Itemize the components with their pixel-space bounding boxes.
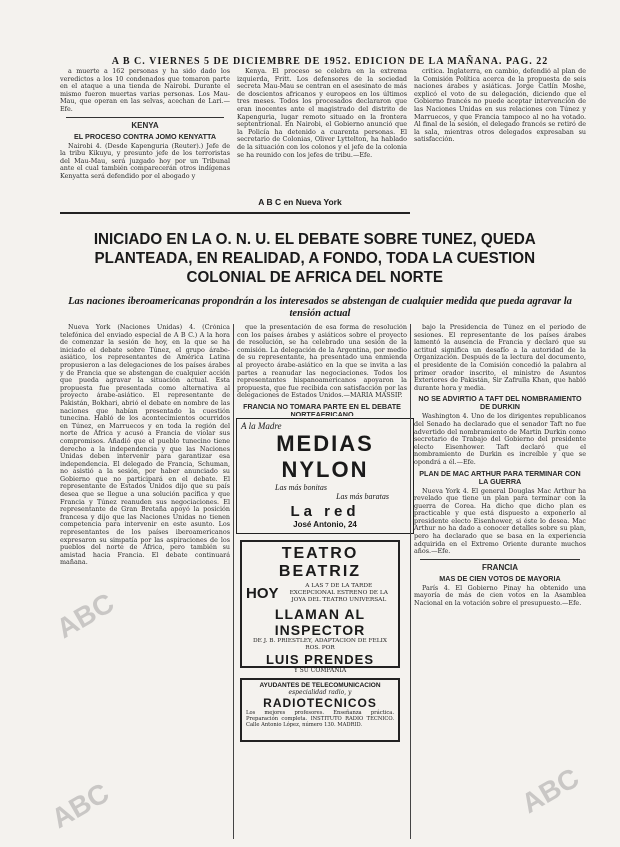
francia-section-heading: FRANCIA (482, 562, 518, 572)
ad-line: AYUDANTES DE TELECOMUNICACION (259, 682, 381, 689)
article-text: bajo la Presidencia de Túnez en el período de sesiones. El representante de los países árabes lamentó la ausencia de Francia y declaró que su actitud significa un desafío a la autoridad de la Organización. Después de la lectura del documento, el presidente de la Comisión concedió la palabra al primer orador inscrito, el ministro de Asuntos Exteriores de Pakistán, Sir Zafrulla Khan, que habló durante hora y media. (414, 324, 586, 392)
ad-title: MEDIAS NYLON (276, 431, 374, 482)
kenya-subheading: EL PROCESO CONTRA JOMO KENYATTA (73, 131, 217, 141)
body-column-2 (237, 324, 407, 416)
body-column-1 (60, 324, 230, 839)
ad-line: especialidad radio, y (288, 689, 352, 696)
article-text: que la presentación de esa forma de resolución con los países árabes y asiáticos sobre el proyecto de resolución, se ha celebrado una sesión de la comisión. La delegación de la Argentina, por medio de su representante, ha presentado una enmienda al proyecto árabe-asiático en la que se invita a las partes a reanudar las negociaciones. Todos los representantes hispanoamericanos apoyaron la propuesta, que fue recibida con satisfacción por las delegaciones de Estados Unidos.—MARIA MASSIP. (237, 324, 407, 400)
watermark-stamp: ABC (51, 586, 120, 645)
ad-text: Los mejores profesores. Enseñanza práctica. Preparación completa. INSTITUTO RADIO TECNICO. Calle Antonio López, número 130. MADRID. (246, 710, 394, 729)
watermark-stamp: ABC (516, 761, 585, 820)
body-column-3 (414, 324, 586, 839)
divider (60, 212, 410, 214)
ad-title: RADIOTECNICOS (263, 696, 377, 710)
ad-hoy: HOY (246, 585, 279, 602)
ad-company: Y SU COMPAÑIA (293, 667, 347, 674)
teatro-beatriz-ad (240, 540, 400, 674)
page-header: A B C. VIERNES 5 DE DICIEMBRE DE 1952. EDICION DE LA MAÑANA. PAG. 22 (111, 56, 549, 67)
article-text: Kenya. El proceso se celebra en la extrema izquierda, Fritt. Los defensores de la sociedad secreta Mau-Mau se centran en el asesinato de más de doscientos africanos y europeos en los últimos tres meses. Todos los procesados declararon que eran inocentes ante el magistrado del distrito de Kapenguria, lugar remoto situado en la frontera septentrional. En Nairobi, el Gobierno anunció que la Policía ha detenido a cuarenta personas. El secretario de Colonias, Oliver Lyttelton, ha hablado de la situación con los colonos y el jefe de la colonia se ha reunido con los jefes de tribu.—Efe. (237, 68, 407, 159)
ad-info-row (246, 583, 394, 604)
francia-heading: FRANCIA NO TOMARA PARTE EN EL DEBATE NORTEAFRICANO (243, 401, 401, 416)
mid-top-column (237, 68, 407, 196)
ad-play-title: LLAMAN AL INSPECTOR (274, 606, 366, 638)
column-rule (410, 324, 411, 839)
main-subheadline: Las naciones iberoamericanas propondrán a los interesados se abstengan de cualquier medida que pueda agravar la tensión actual (68, 296, 572, 319)
ad-author: DE J. B. PRIESTLEY, ADAPTACION DE FELIX ROS. POR (253, 638, 387, 651)
ad-info: A LAS 7 DE LA TARDE EXCEPCIONAL ESTRENO DE LA JOYA DEL TEATRO UNIVERSAL (289, 583, 388, 603)
taft-text: Washington 4. Uno de los dirigentes republicanos del Senado ha declarado que el senador Taft no fue advertido del nombramiento de Martin Durkin como secretario de Trabajo del Gobierno del presidente electo Eisenhower. Taft declaró que el nombramiento de Durkin es increíble y que se opondrá a él.—Efe. (414, 412, 586, 466)
divider (420, 559, 580, 560)
abc-new-york-label: A B C en Nueva York (258, 197, 342, 207)
francia-section-subheading: MAS DE CIEN VOTOS DE MAYORIA (439, 573, 561, 583)
francia-section-text: París 4. El Gobierno Pinay ha obtenido una mayoría de más de cien votos en la Asamblea Nacional en la votación sobre el presupuesto.—Efe. (414, 583, 586, 608)
macarthur-text: Nueva York 4. El general Douglas Mac Arthur ha revelado que tiene un plan para terminar con la guerra de Corea. Ha dicho que dicho plan es practicable y que está dispuesto a exponerlo al presidente electo Eisenhower, si éste lo desea. Mac Arthur no ha dado a conocer detalles sobre su plan, pero ha declarado que se basa en la experiencia adquirida en el Extremo Oriente durante muchos años.—Efe. (414, 486, 586, 556)
kenya-text: Nairobi 4. (Desde Kapenguria (Reuter).) Jefe de la tribu Kikuyu, y presunto jefe de los terroristas del Mau-Mau, será juzgado hoy por un Tribunal ante el cual también comparecerán otros indígenas Kenyatta será defendido por el abogado y (60, 141, 230, 180)
article-text: a muerte a 162 personas y ha sido dado los veredictos a los 10 condenados que tomaron parte en el ataque a una tienda de Nairobi. Durante el mismo fueron muertas varias personas. Los Mau-Mau, que operan en las selvas, acechan de Lari.—Efe. (60, 68, 230, 113)
ad-line: Las más baratas (336, 492, 389, 501)
watermark-stamp: ABC (46, 776, 115, 835)
medias-nylon-ad (236, 418, 414, 534)
radiotecnicos-ad (240, 678, 400, 742)
ad-actor: LUIS PRENDES (265, 652, 375, 667)
kenya-heading: KENYA (131, 120, 159, 130)
article-text: crítica. Inglaterra, en cambio, defendió al plan de la Comisión Política acerca de la propuesta de seis naciones árabes y asiáticas. Jorge Catlín Moshe, explicó el voto de su delegación, diciendo que el Gobierno francés no puede aceptar intervención de las Naciones Unidas en sus relaciones con Túnez y Marruecos, y que Francia tampoco al no ha votado. Al final de la sesión, el delegado francés se retiró de la sala, mientras otros delegados expresaban su satisfacción. (414, 68, 586, 144)
ad-title: TEATRO BEATRIZ (278, 545, 362, 580)
article-text: Nueva York (Naciones Unidas) 4. (Crónica telefónica del enviado especial de A B C.) A la hora de comenzar la sesión de hoy, en la que se ha iniciado el debate sobre Túnez, el grupo árabe-asiático, los representantes de América Latina propusieron a las delegaciones de los países árabes y de Francia que se abstengan de cualquier acción que pueda agravar la situación actual. Esta propuesta fue presentada como alternativa al proyecto árabe-asiático. El representante de Pakistán, Bokhari, abrió el debate en nombre de las naciones que habían presentado la cuestión tunecina. Habló de los acontecimientos ocurridos en Túnez, en Marruecos y en toda la región del norte de África y acusó a Francia de violar sus compromisos. Añadió que el pueblo tunecino tiene derecho a la independencia y que las Naciones Unidas deben intervenir para garantizar esa independencia. El delegado de Francia, Schuman, no asistió a la sesión, por haber anunciado su Gobierno que no participará en el debate. El representante de Estados Unidos dijo que su país desea que se llegue a una solución pacífica y que Francia y Túnez reanuden sus negociaciones. El representante de Gran Bretaña apoyó la posición francesa y dijo que las Naciones Unidas no tienen competencia para intervenir en este asunto. Los representantes de los países iberoamericanos expresaron su simpatía por las aspiraciones de los pueblos del norte de África, pero también su amistad hacia Francia. El debate continuará mañana. (60, 324, 230, 567)
macarthur-heading: PLAN DE MAC ARTHUR PARA TERMINAR CON LA GUERRA (419, 468, 581, 486)
left-top-column (60, 68, 230, 196)
divider (66, 117, 224, 118)
ad-store-name: La red (290, 503, 360, 520)
ad-line: A la Madre (241, 421, 282, 431)
taft-heading: NO SE ADVIRTIO A TAFT DEL NOMBRAMIENTO DE DURKIN (418, 394, 582, 412)
ad-address: José Antonio, 24 (293, 520, 357, 529)
main-headline: INICIADO EN LA O. N. U. EL DEBATE SOBRE TUNEZ, QUEDA PLANTEADA, EN REALIDAD, A FONDO, TODA LA CUESTION COLONIAL DE AFRICA DEL NORTE (93, 231, 536, 286)
column-rule (233, 324, 234, 839)
ad-line: Las más bonitas (275, 483, 328, 492)
